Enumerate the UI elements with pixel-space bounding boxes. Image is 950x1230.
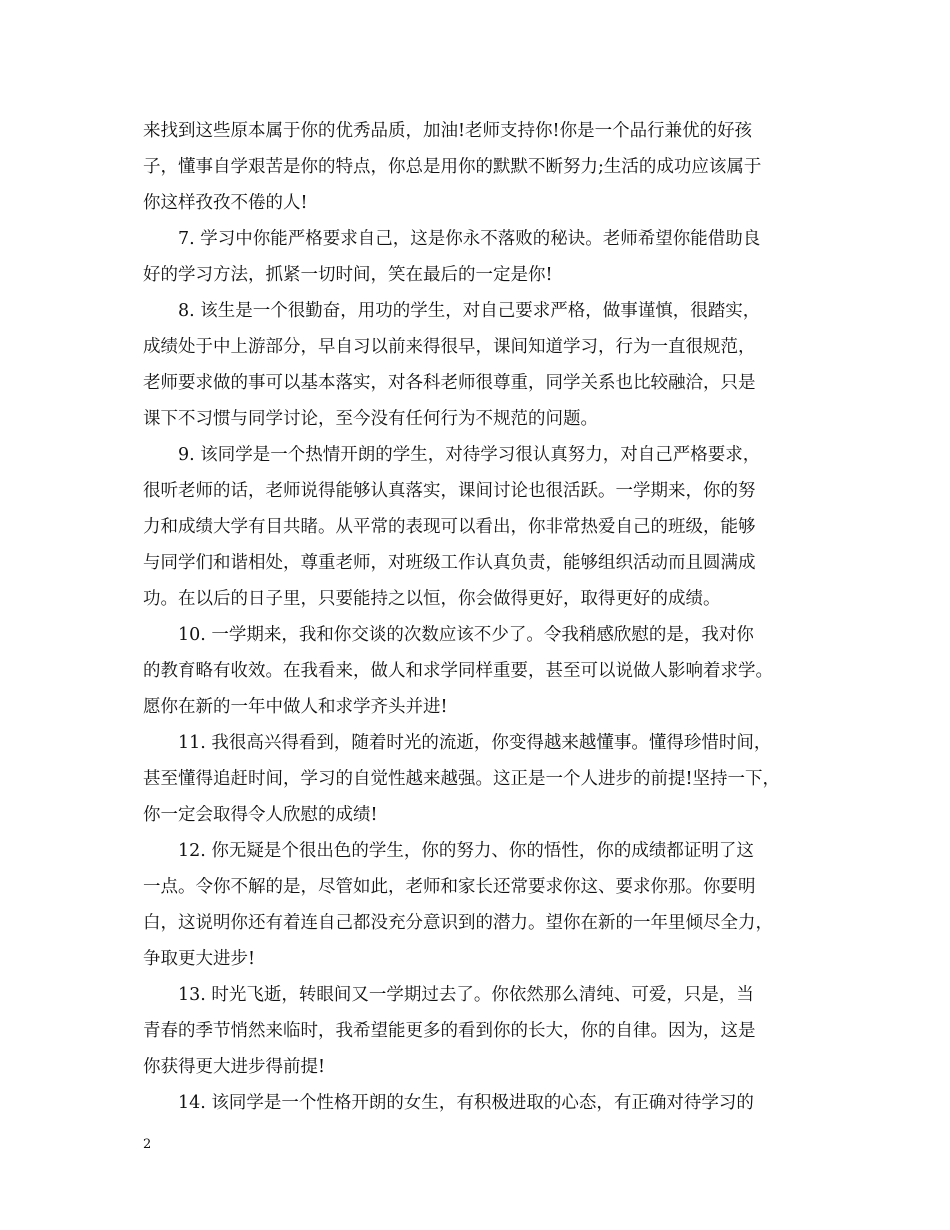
paragraph-10-start: 10. 一学期来，我和你交谈的次数应该不少了。令我稍感欣慰的是，我对你 bbox=[178, 625, 754, 645]
paragraph-11-start: 11. 我很高兴得看到，随着时光的流逝，你变得越来越懂事。懂得珍惜时间， bbox=[178, 733, 772, 753]
paragraph-8-start: 8. 该生是一个很勤奋，用功的学生，对自己要求严格，做事谨慎，很踏实， bbox=[178, 301, 761, 321]
page-number: 2 bbox=[143, 1137, 152, 1152]
paragraph-12-start: 12. 你无疑是个很出色的学生，你的努力、你的悟性，你的成绩都证明了这 bbox=[178, 841, 754, 861]
text-line: 甚至懂得追赶时间，学习的自觉性越来越强。这正是一个人进步的前提!坚持一下， bbox=[143, 769, 781, 789]
text-line: 老师要求做的事可以基本落实，对各科老师很尊重，同学关系也比较融洽，只是 bbox=[143, 373, 756, 393]
text-line: 青春的季节悄然来临时，我希望能更多的看到你的长大，你的自律。因为，这是 bbox=[143, 1021, 756, 1041]
text-line: 白，这说明你还有着连自己都没充分意识到的潜力。望你在新的一年里倾尽全力， bbox=[143, 913, 773, 933]
text-line: 课下不习惯与同学讨论，至今没有任何行为不规范的问题。 bbox=[143, 409, 598, 429]
text-line: 的教育略有收效。在我看来，做人和求学同样重要，甚至可以说做人影响着求学。 bbox=[143, 661, 773, 681]
text-line: 功。在以后的日子里，只要能持之以恒，你会做得更好，取得更好的成绩。 bbox=[143, 589, 721, 609]
text-line: 你获得更大进步得前提! bbox=[143, 1057, 326, 1077]
paragraph-13-start: 13. 时光飞逝，转眼间又一学期过去了。你依然那么清纯、可爱，只是，当 bbox=[178, 985, 754, 1005]
paragraph-14-start: 14. 该同学是一个性格开朗的女生，有积极进取的心态，有正确对待学习的 bbox=[178, 1093, 754, 1113]
text-line: 你这样孜孜不倦的人! bbox=[143, 193, 308, 213]
text-line: 愿你在新的一年中做人和求学齐头并进! bbox=[143, 697, 448, 717]
paragraph-7-start: 7. 学习中你能严格要求自己，这是你永不落败的秘诀。老师希望你能借助良 bbox=[178, 229, 761, 249]
text-line: 成绩处于中上游部分，早自习以前来得很早，课间知道学习，行为一直很规范， bbox=[143, 337, 756, 357]
paragraph-9-start: 9. 该同学是一个热情开朗的学生，对待学习很认真努力，对自己严格要求， bbox=[178, 445, 761, 465]
text-line: 好的学习方法，抓紧一切时间，笑在最后的一定是你! bbox=[143, 265, 553, 285]
text-line: 来找到这些原本属于你的优秀品质，加油!老师支持你!你是一个品行兼优的好孩 bbox=[143, 121, 753, 141]
text-line: 一点。令你不解的是，尽管如此，老师和家长还常要求你这、要求你那。你要明 bbox=[143, 877, 756, 897]
text-line: 子，懂事自学艰苦是你的特点，你总是用你的默默不断努力;生活的成功应该属于 bbox=[143, 157, 762, 177]
text-line: 争取更大进步! bbox=[143, 949, 256, 969]
text-line: 与同学们和谐相处，尊重老师，对班级工作认真负责，能够组织活动而且圆满成 bbox=[143, 553, 756, 573]
text-line: 你一定会取得令人欣慰的成绩! bbox=[143, 805, 378, 825]
text-line: 力和成绩大学有目共睹。从平常的表现可以看出，你非常热爱自己的班级，能够 bbox=[143, 517, 756, 537]
text-line: 很听老师的话，老师说得能够认真落实，课间讨论也很活跃。一学期来，你的努 bbox=[143, 481, 756, 501]
